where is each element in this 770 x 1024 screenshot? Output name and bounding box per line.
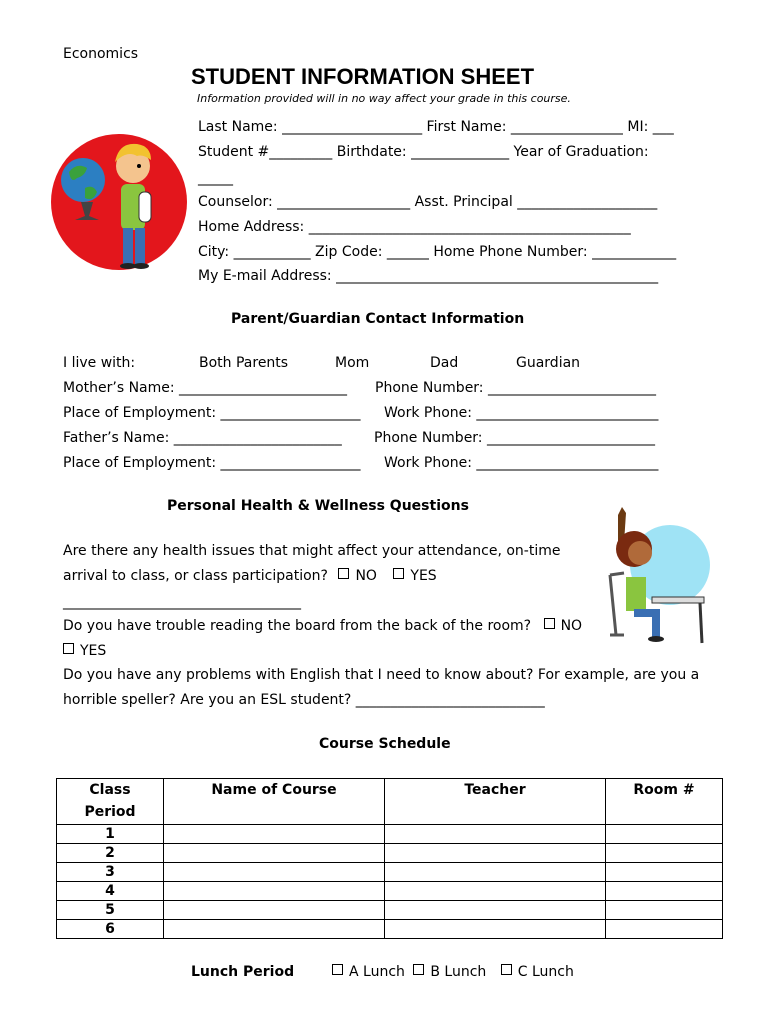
q2-no-label: NO [560, 618, 583, 634]
c-lunch-checkbox[interactable] [501, 964, 512, 975]
graduation-year-blank[interactable]: _____ [198, 170, 233, 186]
teacher-cell[interactable] [385, 825, 606, 844]
course-cell[interactable] [164, 901, 385, 920]
father-name-line[interactable]: Father’s Name: ________________________ [63, 430, 342, 446]
mother-employment-line[interactable]: Place of Employment: ____________________ [63, 405, 361, 421]
teacher-cell[interactable] [385, 844, 606, 863]
course-cell[interactable] [164, 882, 385, 901]
period-number: 6 [57, 920, 164, 939]
table-row [57, 844, 723, 863]
health-question-3-line-2[interactable]: horrible speller? Are you an ESL student? ___________________________ [63, 692, 545, 708]
girl-raising-hand-icon [604, 505, 710, 645]
live-with-label: I live with: [63, 355, 136, 371]
health-question-2-text: Do you have trouble reading the board from the back of the room? [63, 618, 532, 634]
health-section-heading: Personal Health & Wellness Questions [167, 498, 469, 514]
room-cell[interactable] [606, 901, 723, 920]
table-row [57, 825, 723, 844]
schedule-heading: Course Schedule [319, 736, 451, 752]
mother-work-phone-line[interactable]: Work Phone: __________________________ [384, 405, 659, 421]
health-question-1-line-2 [63, 568, 437, 584]
health-question-1-line-1: Are there any health issues that might affect your attendance, on-time [63, 543, 561, 559]
health-question-3-line-1: Do you have any problems with English that I need to know about? For example, are you a [63, 667, 700, 683]
lunch-period-label: Lunch Period [191, 964, 295, 980]
name-line[interactable]: Last Name: ____________________ First Name: ________________ MI: ___ [198, 119, 674, 135]
q1-yes-label: YES [410, 568, 437, 584]
table-row [57, 901, 723, 920]
table-row [57, 863, 723, 882]
teacher-cell[interactable] [385, 920, 606, 939]
period-number: 2 [57, 844, 164, 863]
q1-yes-checkbox[interactable] [393, 568, 404, 579]
q2-no-checkbox[interactable] [544, 618, 555, 629]
period-number: 4 [57, 882, 164, 901]
column-header-room: Room # [606, 779, 723, 825]
a-lunch-label: A Lunch [349, 964, 405, 980]
course-cell[interactable] [164, 844, 385, 863]
city-zip-phone-line[interactable]: City: ___________ Zip Code: ______ Home Phone Number: ____________ [198, 244, 677, 260]
subject-label: Economics [63, 46, 139, 62]
period-number: 1 [57, 825, 164, 844]
room-cell[interactable] [606, 882, 723, 901]
room-cell[interactable] [606, 863, 723, 882]
room-cell[interactable] [606, 825, 723, 844]
table-row [57, 920, 723, 939]
course-cell[interactable] [164, 920, 385, 939]
q2-yes-label: YES [80, 643, 107, 659]
health-question-1-text: arrival to class, or class participation? [63, 568, 328, 584]
health-question-1-blank[interactable]: __________________________________ [63, 594, 301, 610]
period-number: 3 [57, 863, 164, 882]
student-number-line[interactable]: Student #_________ Birthdate: ______________ Year of Graduation: [198, 144, 649, 160]
option-both-parents[interactable]: Both Parents [199, 355, 289, 371]
page-title: STUDENT INFORMATION SHEET [191, 64, 535, 89]
column-header-class-period [57, 779, 164, 825]
boy-with-globe-icon [51, 132, 191, 272]
option-dad[interactable]: Dad [430, 355, 459, 371]
course-cell[interactable] [164, 863, 385, 882]
home-address-line[interactable]: Home Address: ______________________________________________ [198, 219, 631, 235]
q1-no-label: NO [355, 568, 377, 584]
counselor-line[interactable]: Counselor: ___________________ Asst. Principal ____________________ [198, 194, 658, 210]
father-employment-line[interactable]: Place of Employment: ____________________ [63, 455, 361, 471]
course-schedule-table [56, 778, 723, 939]
option-guardian[interactable]: Guardian [516, 355, 581, 371]
c-lunch-label: C Lunch [517, 964, 574, 980]
a-lunch-checkbox[interactable] [332, 964, 343, 975]
teacher-cell[interactable] [385, 901, 606, 920]
health-question-2-yes [63, 643, 106, 659]
room-cell[interactable] [606, 844, 723, 863]
b-lunch-label: B Lunch [430, 964, 487, 980]
b-lunch-checkbox[interactable] [413, 964, 424, 975]
page-subtitle: Information provided will in no way affect your grade in this course. [197, 92, 571, 105]
q2-yes-checkbox[interactable] [63, 643, 74, 654]
course-cell[interactable] [164, 825, 385, 844]
column-header-name-of-course: Name of Course [164, 779, 385, 825]
table-row [57, 882, 723, 901]
mother-phone-line[interactable]: Phone Number: ________________________ [375, 380, 656, 396]
q1-no-checkbox[interactable] [338, 568, 349, 579]
column-header-teacher: Teacher [385, 779, 606, 825]
email-line[interactable]: My E-mail Address: ______________________________________________ [198, 268, 659, 284]
teacher-cell[interactable] [385, 863, 606, 882]
parent-section-heading: Parent/Guardian Contact Information [231, 311, 525, 327]
lunch-options [332, 964, 574, 980]
father-phone-line[interactable]: Phone Number: ________________________ [374, 430, 655, 446]
room-cell[interactable] [606, 920, 723, 939]
teacher-cell[interactable] [385, 882, 606, 901]
father-work-phone-line[interactable]: Work Phone: __________________________ [384, 455, 659, 471]
option-mom[interactable]: Mom [335, 355, 370, 371]
period-number: 5 [57, 901, 164, 920]
period-label: Period [84, 804, 136, 820]
class-label: Class [89, 782, 131, 798]
health-question-2-line [63, 618, 582, 634]
mother-name-line[interactable]: Mother’s Name: ________________________ [63, 380, 348, 396]
